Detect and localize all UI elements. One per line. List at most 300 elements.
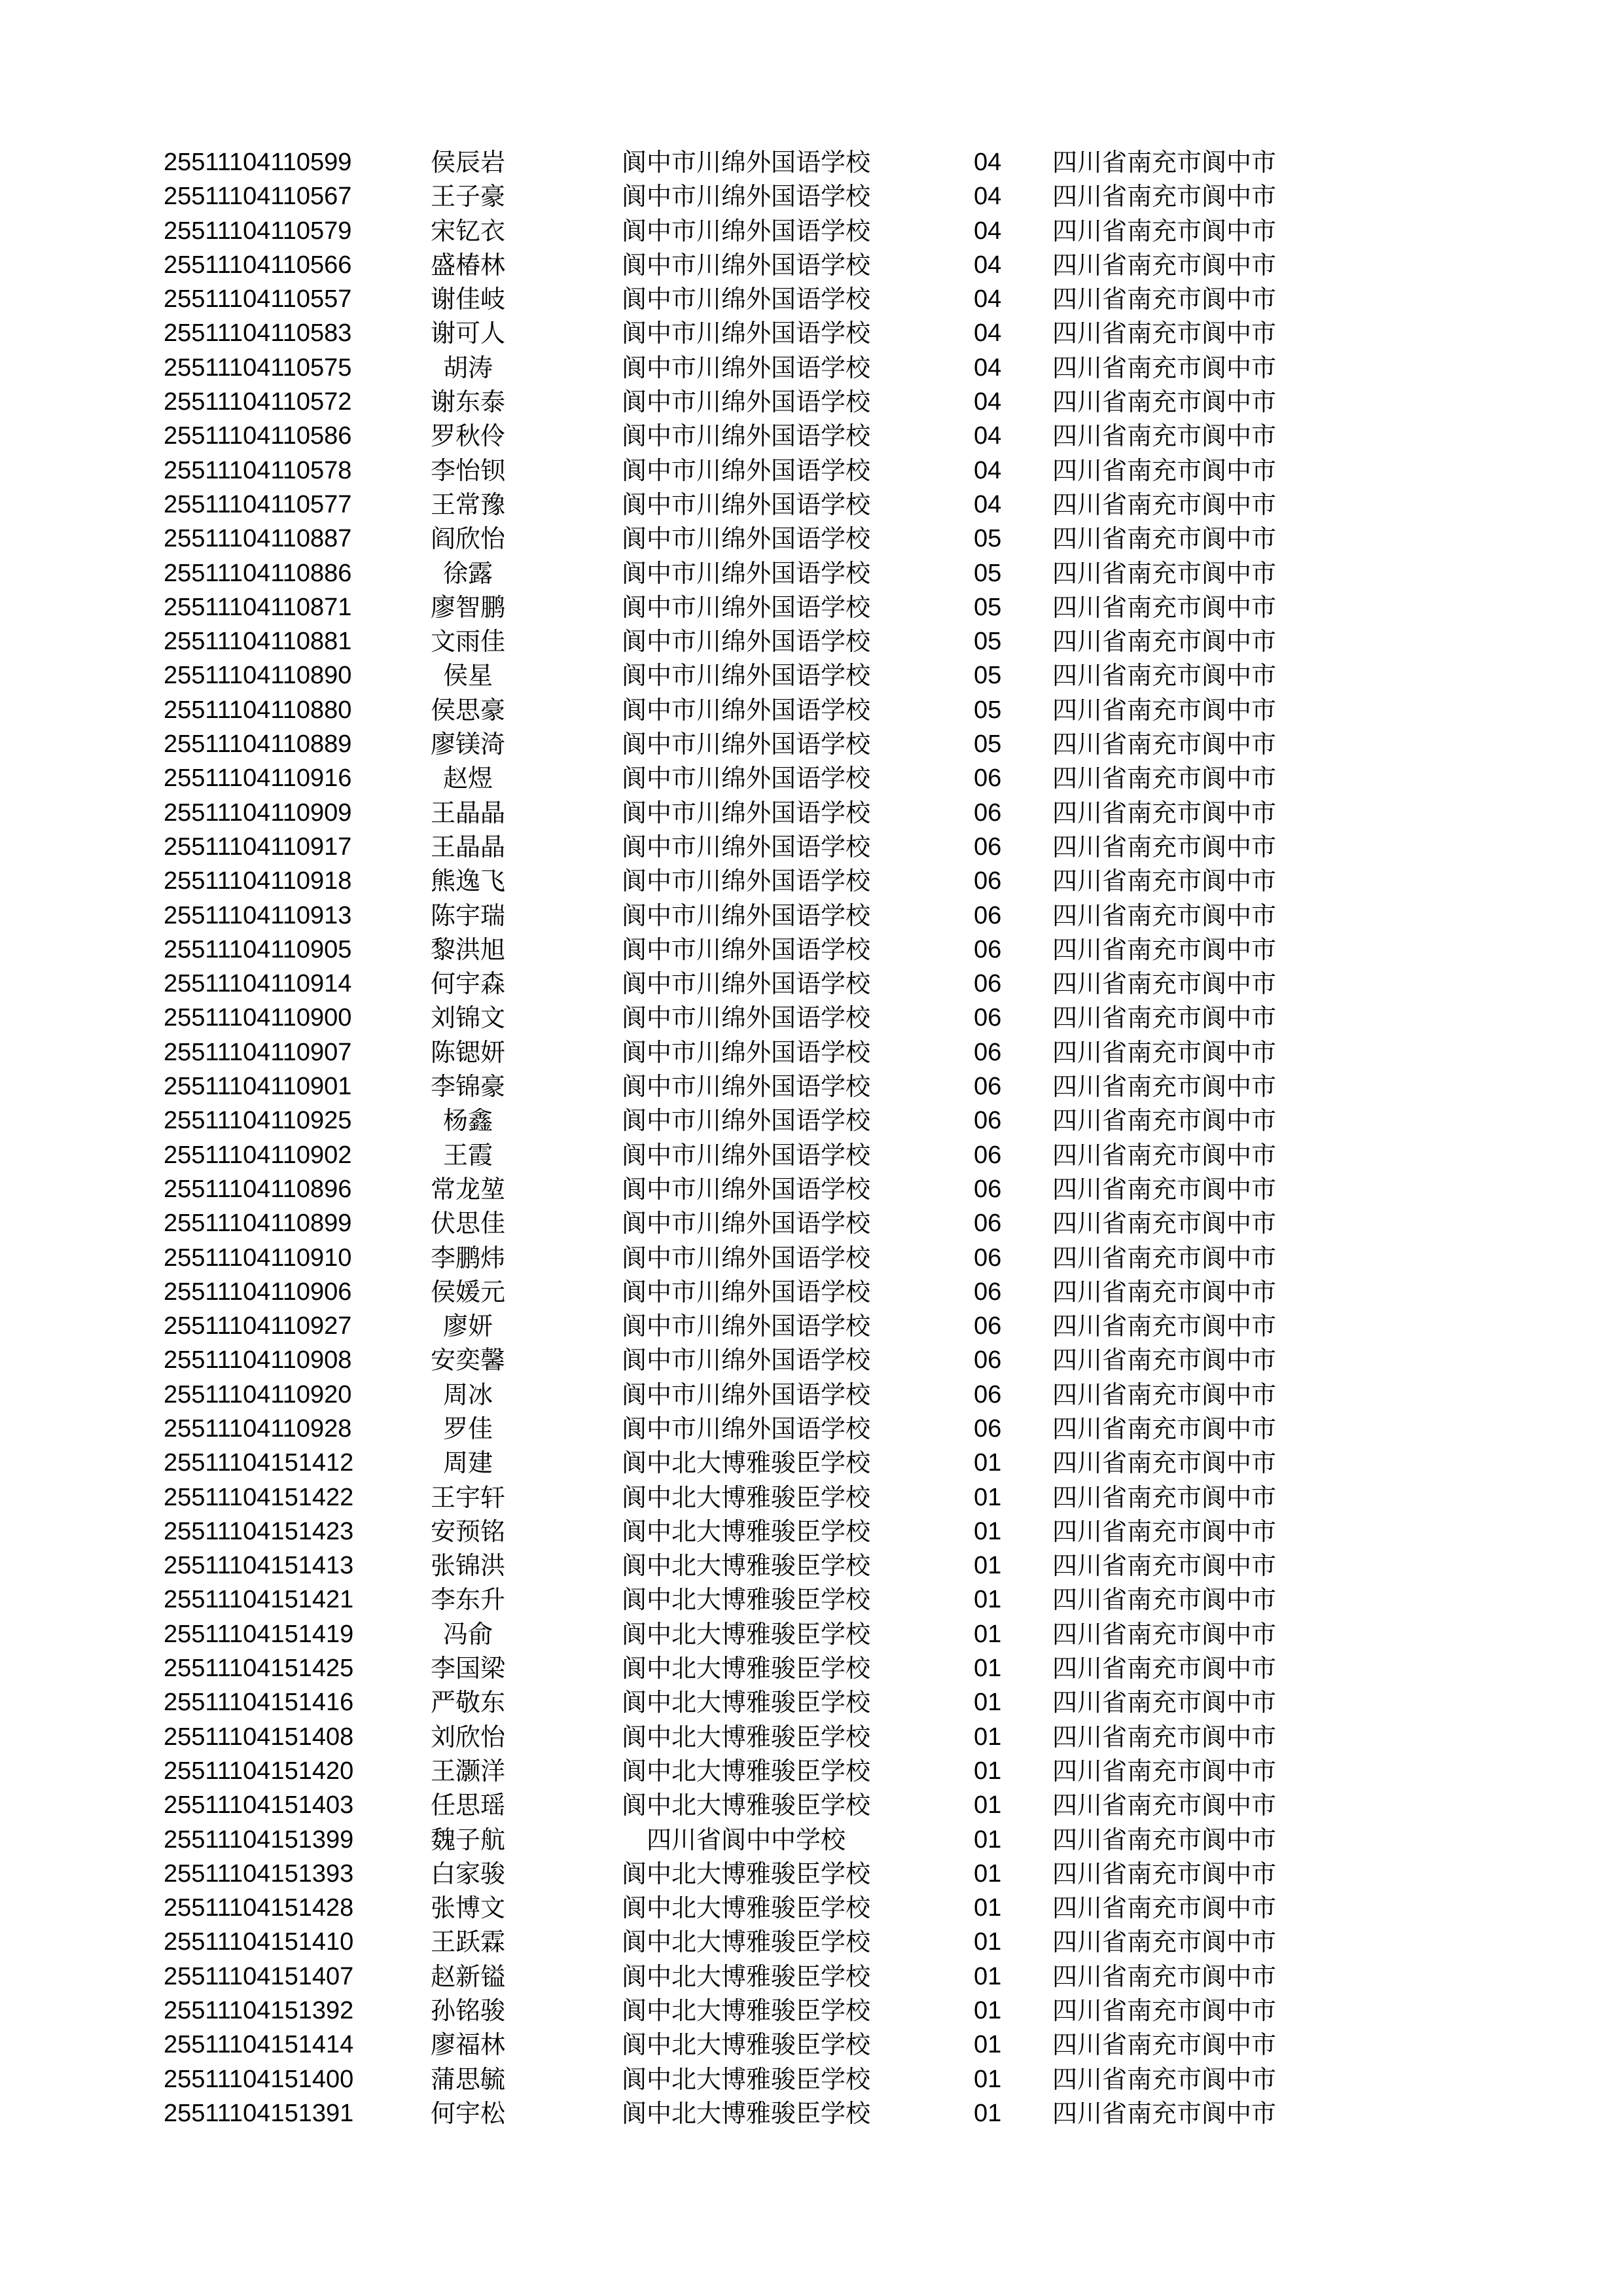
class-code: 01 xyxy=(974,1791,1002,1820)
school-name: 阆中市川绵外国语学校 xyxy=(621,285,870,314)
student-name: 廖福林 xyxy=(430,2030,505,2060)
region: 四川省南充市阆中市 xyxy=(1052,901,1277,930)
class-code: 05 xyxy=(974,525,1002,553)
table-row xyxy=(0,1549,1623,1583)
student-id: 25511104151408 xyxy=(164,1723,354,1751)
school-name: 阆中市川绵外国语学校 xyxy=(621,935,870,964)
class-code: 01 xyxy=(974,1894,1002,1922)
table-row xyxy=(0,796,1623,830)
table-row xyxy=(0,1172,1623,1206)
student-id: 25511104110908 xyxy=(164,1346,352,1374)
school-name: 阆中市川绵外国语学校 xyxy=(621,1380,870,1409)
student-id: 25511104110909 xyxy=(164,798,352,827)
table-row xyxy=(0,1685,1623,1719)
student-name: 刘锦文 xyxy=(430,1003,505,1033)
region: 四川省南充市阆中市 xyxy=(1052,592,1277,622)
student-name: 张博文 xyxy=(430,1893,505,1923)
class-code: 01 xyxy=(974,2065,1002,2093)
school-name: 阆中北大博雅骏臣学校 xyxy=(621,1928,870,1957)
region: 四川省南充市阆中市 xyxy=(1052,422,1277,451)
table-row xyxy=(0,419,1623,453)
region: 四川省南充市阆中市 xyxy=(1052,1928,1277,1957)
class-code: 01 xyxy=(974,1552,1002,1580)
student-name: 孙铭骏 xyxy=(430,1996,505,2026)
table-row xyxy=(0,488,1623,522)
region: 四川省南充市阆中市 xyxy=(1052,250,1277,279)
school-name: 阆中北大博雅骏臣学校 xyxy=(621,1722,870,1751)
student-name: 王灏洋 xyxy=(430,1756,505,1785)
student-name: 赵煜 xyxy=(442,764,493,793)
class-code: 01 xyxy=(974,1689,1002,1717)
table-row xyxy=(0,1412,1623,1446)
region: 四川省南充市阆中市 xyxy=(1052,832,1277,861)
region: 四川省南充市阆中市 xyxy=(1052,695,1277,725)
table-row xyxy=(0,2028,1623,2062)
class-code: 06 xyxy=(974,970,1002,998)
student-name: 杨鑫 xyxy=(442,1106,493,1136)
student-id: 25511104110914 xyxy=(164,970,352,998)
class-code: 04 xyxy=(974,490,1002,518)
table-row xyxy=(0,1720,1623,1754)
table-row xyxy=(0,967,1623,1001)
region: 四川省南充市阆中市 xyxy=(1052,1688,1277,1717)
table-row xyxy=(0,864,1623,898)
class-code: 04 xyxy=(974,285,1002,314)
student-id: 25511104110899 xyxy=(164,1210,352,1238)
region: 四川省南充市阆中市 xyxy=(1052,1106,1277,1136)
region: 四川省南充市阆中市 xyxy=(1052,1209,1277,1238)
region: 四川省南充市阆中市 xyxy=(1052,1003,1277,1033)
region: 四川省南充市阆中市 xyxy=(1052,319,1277,348)
class-code: 01 xyxy=(974,1517,1002,1545)
student-name: 谢东泰 xyxy=(430,387,505,417)
school-name: 阆中北大博雅骏臣学校 xyxy=(621,1482,870,1512)
table-row xyxy=(0,1823,1623,1857)
student-id: 25511104110578 xyxy=(164,456,352,484)
class-code: 04 xyxy=(974,388,1002,416)
region: 四川省南充市阆中市 xyxy=(1052,2098,1277,2128)
school-name: 阆中市川绵外国语学校 xyxy=(621,730,870,759)
student-name: 陈宇瑞 xyxy=(430,901,505,930)
table-row xyxy=(0,522,1623,556)
student-name: 任思瑶 xyxy=(430,1791,505,1820)
school-name: 阆中市川绵外国语学校 xyxy=(621,1414,870,1443)
school-name: 阆中市川绵外国语学校 xyxy=(621,1277,870,1306)
student-id: 25511104110896 xyxy=(164,1175,352,1203)
table-row xyxy=(0,1925,1623,1959)
region: 四川省南充市阆中市 xyxy=(1052,1654,1277,1683)
region: 四川省南充市阆中市 xyxy=(1052,935,1277,964)
class-code: 01 xyxy=(974,1859,1002,1888)
region: 四川省南充市阆中市 xyxy=(1052,1962,1277,1991)
student-name: 王宇轩 xyxy=(430,1482,505,1512)
class-code: 05 xyxy=(974,662,1002,690)
school-name: 阆中市川绵外国语学校 xyxy=(621,216,870,245)
table-row xyxy=(0,1343,1623,1377)
class-code: 05 xyxy=(974,696,1002,724)
school-name: 阆中市川绵外国语学校 xyxy=(621,1037,870,1067)
table-row xyxy=(0,1206,1623,1240)
student-id: 25511104151407 xyxy=(164,1962,354,1990)
student-id: 25511104110575 xyxy=(164,353,352,382)
student-id: 25511104110583 xyxy=(164,319,352,348)
table-row xyxy=(0,1515,1623,1549)
school-name: 阆中市川绵外国语学校 xyxy=(621,627,870,656)
student-name: 周建 xyxy=(442,1448,493,1478)
region: 四川省南充市阆中市 xyxy=(1052,969,1277,999)
region: 四川省南充市阆中市 xyxy=(1052,1585,1277,1615)
student-name: 张锦洪 xyxy=(430,1551,505,1581)
student-name: 陈锶妍 xyxy=(430,1037,505,1067)
class-code: 06 xyxy=(974,1244,1002,1272)
region: 四川省南充市阆中市 xyxy=(1052,1791,1277,1820)
student-name: 罗秋伶 xyxy=(430,422,505,451)
school-name: 阆中北大博雅骏臣学校 xyxy=(621,1791,870,1820)
table-row xyxy=(0,214,1623,248)
school-name: 阆中北大博雅骏臣学校 xyxy=(621,1619,870,1649)
class-code: 06 xyxy=(974,764,1002,793)
table-row xyxy=(0,179,1623,213)
region: 四川省南充市阆中市 xyxy=(1052,1414,1277,1443)
school-name: 阆中北大博雅骏臣学校 xyxy=(621,1448,870,1478)
table-row xyxy=(0,1378,1623,1412)
school-name: 阆中市川绵外国语学校 xyxy=(621,353,870,382)
region: 四川省南充市阆中市 xyxy=(1052,1346,1277,1375)
table-row xyxy=(0,1857,1623,1891)
class-code: 04 xyxy=(974,353,1002,382)
student-id: 25511104110927 xyxy=(164,1312,352,1340)
table-row xyxy=(0,385,1623,419)
student-id: 25511104151428 xyxy=(164,1894,354,1922)
class-code: 01 xyxy=(974,1825,1002,1854)
student-id: 25511104110887 xyxy=(164,525,352,553)
student-id: 25511104151412 xyxy=(164,1449,354,1477)
school-name: 阆中市川绵外国语学校 xyxy=(621,798,870,827)
student-id: 25511104110900 xyxy=(164,1004,352,1032)
class-code: 04 xyxy=(974,251,1002,279)
student-name: 阎欣怡 xyxy=(430,524,505,554)
class-code: 01 xyxy=(974,2031,1002,2059)
student-name: 何宇松 xyxy=(430,2098,505,2128)
region: 四川省南充市阆中市 xyxy=(1052,1619,1277,1649)
student-id: 25511104110907 xyxy=(164,1038,352,1066)
table-row xyxy=(0,830,1623,864)
region: 四川省南充市阆中市 xyxy=(1052,182,1277,211)
school-name: 阆中市川绵外国语学校 xyxy=(621,456,870,485)
school-name: 阆中市川绵外国语学校 xyxy=(621,1243,870,1272)
student-id: 25511104151399 xyxy=(164,1825,354,1854)
student-list xyxy=(0,145,1623,2130)
student-name: 廖妍 xyxy=(442,1312,493,1341)
student-name: 严敬东 xyxy=(430,1688,505,1717)
student-name: 侯思豪 xyxy=(430,695,505,725)
student-name: 伏思佳 xyxy=(430,1209,505,1238)
student-name: 侯星 xyxy=(442,661,493,691)
class-code: 05 xyxy=(974,593,1002,621)
school-name: 阆中市川绵外国语学校 xyxy=(621,1140,870,1170)
student-name: 蒲思毓 xyxy=(430,2064,505,2094)
table-row xyxy=(0,1275,1623,1309)
student-id: 25511104110906 xyxy=(164,1278,352,1306)
table-row xyxy=(0,1891,1623,1925)
school-name: 阆中市川绵外国语学校 xyxy=(621,1174,870,1204)
class-code: 05 xyxy=(974,628,1002,656)
class-code: 06 xyxy=(974,867,1002,895)
school-name: 阆中市川绵外国语学校 xyxy=(621,148,870,177)
school-name: 阆中市川绵外国语学校 xyxy=(621,182,870,211)
student-name: 王晶晶 xyxy=(430,832,505,861)
student-name: 周冰 xyxy=(442,1380,493,1409)
class-code: 05 xyxy=(974,730,1002,759)
region: 四川省南充市阆中市 xyxy=(1052,1516,1277,1546)
student-id: 25511104110917 xyxy=(164,833,352,861)
student-name: 谢佳岐 xyxy=(430,285,505,314)
student-id: 25511104110902 xyxy=(164,1141,352,1169)
school-name: 阆中市川绵外国语学校 xyxy=(621,1209,870,1238)
class-code: 04 xyxy=(974,319,1002,348)
region: 四川省南充市阆中市 xyxy=(1052,1756,1277,1785)
student-id: 25511104151392 xyxy=(164,1997,354,2025)
student-id: 25511104110886 xyxy=(164,559,352,587)
school-name: 阆中北大博雅骏臣学校 xyxy=(621,1996,870,2026)
student-id: 25511104110871 xyxy=(164,593,352,621)
table-row xyxy=(0,2062,1623,2096)
student-id: 25511104110586 xyxy=(164,422,352,450)
region: 四川省南充市阆中市 xyxy=(1052,1243,1277,1272)
region: 四川省南充市阆中市 xyxy=(1052,148,1277,177)
table-row xyxy=(0,1617,1623,1651)
table-row xyxy=(0,1138,1623,1172)
school-name: 阆中市川绵外国语学校 xyxy=(621,1003,870,1033)
school-name: 阆中市川绵外国语学校 xyxy=(621,832,870,861)
student-id: 25511104151423 xyxy=(164,1517,354,1545)
region: 四川省南充市阆中市 xyxy=(1052,1380,1277,1409)
region: 四川省南充市阆中市 xyxy=(1052,867,1277,896)
school-name: 阆中市川绵外国语学校 xyxy=(621,1312,870,1341)
student-name: 盛椿林 xyxy=(430,250,505,279)
class-code: 01 xyxy=(974,1757,1002,1785)
student-name: 宋钇衣 xyxy=(430,216,505,245)
region: 四川省南充市阆中市 xyxy=(1052,558,1277,588)
table-row xyxy=(0,1309,1623,1343)
student-name: 王常豫 xyxy=(430,490,505,519)
school-name: 阆中市川绵外国语学校 xyxy=(621,695,870,725)
table-row xyxy=(0,693,1623,727)
student-id: 25511104151393 xyxy=(164,1859,354,1888)
table-row xyxy=(0,1446,1623,1480)
student-id: 25511104110916 xyxy=(164,764,352,793)
class-code: 06 xyxy=(974,1312,1002,1340)
table-row xyxy=(0,1754,1623,1788)
school-name: 阆中北大博雅骏臣学校 xyxy=(621,2030,870,2060)
school-name: 阆中北大博雅骏臣学校 xyxy=(621,1859,870,1888)
class-code: 01 xyxy=(974,1655,1002,1683)
class-code: 06 xyxy=(974,1278,1002,1306)
table-row xyxy=(0,1069,1623,1103)
student-name: 常龙堃 xyxy=(430,1174,505,1204)
student-name: 李国梁 xyxy=(430,1654,505,1683)
class-code: 04 xyxy=(974,456,1002,484)
school-name: 阆中北大博雅骏臣学校 xyxy=(621,1756,870,1785)
region: 四川省南充市阆中市 xyxy=(1052,353,1277,382)
student-name: 白家骏 xyxy=(430,1859,505,1888)
class-code: 04 xyxy=(974,422,1002,450)
region: 四川省南充市阆中市 xyxy=(1052,1140,1277,1170)
school-name: 阆中北大博雅骏臣学校 xyxy=(621,1688,870,1717)
table-row xyxy=(0,145,1623,179)
school-name: 阆中北大博雅骏臣学校 xyxy=(621,1551,870,1581)
region: 四川省南充市阆中市 xyxy=(1052,1825,1277,1854)
student-id: 25511104151421 xyxy=(164,1586,354,1614)
table-row xyxy=(0,1035,1623,1069)
class-code: 01 xyxy=(974,1997,1002,2025)
table-row xyxy=(0,1788,1623,1822)
student-id: 25511104151420 xyxy=(164,1757,354,1785)
class-code: 04 xyxy=(974,149,1002,176)
region: 四川省南充市阆中市 xyxy=(1052,627,1277,656)
school-name: 阆中北大博雅骏臣学校 xyxy=(621,1654,870,1683)
student-name: 王晶晶 xyxy=(430,798,505,827)
school-name: 阆中北大博雅骏臣学校 xyxy=(621,1516,870,1546)
student-id: 25511104110889 xyxy=(164,730,352,759)
student-name: 安奕馨 xyxy=(430,1346,505,1375)
student-id: 25511104151410 xyxy=(164,1928,354,1956)
class-code: 01 xyxy=(974,2099,1002,2127)
class-code: 06 xyxy=(974,1107,1002,1135)
student-name: 王霞 xyxy=(442,1140,493,1170)
table-row xyxy=(0,1241,1623,1275)
region: 四川省南充市阆中市 xyxy=(1052,2030,1277,2060)
student-name: 侯辰岩 xyxy=(430,148,505,177)
region: 四川省南充市阆中市 xyxy=(1052,1482,1277,1512)
school-name: 阆中北大博雅骏臣学校 xyxy=(621,2098,870,2128)
student-name: 廖智鹏 xyxy=(430,592,505,622)
table-row xyxy=(0,1994,1623,2028)
class-code: 04 xyxy=(974,183,1002,211)
region: 四川省南充市阆中市 xyxy=(1052,216,1277,245)
region: 四川省南充市阆中市 xyxy=(1052,730,1277,759)
region: 四川省南充市阆中市 xyxy=(1052,764,1277,793)
student-name: 侯媛元 xyxy=(430,1277,505,1306)
student-id: 25511104151425 xyxy=(164,1655,354,1683)
class-code: 01 xyxy=(974,1449,1002,1477)
table-row xyxy=(0,1960,1623,1994)
region: 四川省南充市阆中市 xyxy=(1052,387,1277,417)
student-name: 王子豪 xyxy=(430,182,505,211)
region: 四川省南充市阆中市 xyxy=(1052,1859,1277,1888)
student-id: 25511104151403 xyxy=(164,1791,354,1820)
student-name: 安预铭 xyxy=(430,1516,505,1546)
class-code: 06 xyxy=(974,1380,1002,1408)
student-id: 25511104110890 xyxy=(164,662,352,690)
table-row xyxy=(0,590,1623,624)
student-name: 李东升 xyxy=(430,1585,505,1615)
student-id: 25511104110905 xyxy=(164,935,352,963)
region: 四川省南充市阆中市 xyxy=(1052,1722,1277,1751)
table-row xyxy=(0,1001,1623,1035)
region: 四川省南充市阆中市 xyxy=(1052,285,1277,314)
student-id: 25511104110566 xyxy=(164,251,352,279)
table-row xyxy=(0,624,1623,658)
class-code: 01 xyxy=(974,1483,1002,1511)
student-name: 黎洪旭 xyxy=(430,935,505,964)
student-name: 李鹏炜 xyxy=(430,1243,505,1272)
school-name: 阆中市川绵外国语学校 xyxy=(621,524,870,554)
region: 四川省南充市阆中市 xyxy=(1052,524,1277,554)
class-code: 06 xyxy=(974,1346,1002,1374)
student-id: 25511104110910 xyxy=(164,1244,352,1272)
region: 四川省南充市阆中市 xyxy=(1052,1551,1277,1581)
class-code: 01 xyxy=(974,1620,1002,1648)
student-id: 25511104151419 xyxy=(164,1620,354,1648)
class-code: 01 xyxy=(974,1723,1002,1751)
student-id: 25511104110572 xyxy=(164,388,352,416)
class-code: 06 xyxy=(974,798,1002,827)
class-code: 04 xyxy=(974,217,1002,245)
table-row xyxy=(0,761,1623,795)
student-id: 25511104110599 xyxy=(164,149,352,176)
school-name: 阆中市川绵外国语学校 xyxy=(621,592,870,622)
student-name: 谢可人 xyxy=(430,319,505,348)
school-name: 阆中市川绵外国语学校 xyxy=(621,250,870,279)
class-code: 05 xyxy=(974,559,1002,587)
region: 四川省南充市阆中市 xyxy=(1052,2064,1277,2094)
student-id: 25511104110881 xyxy=(164,628,352,656)
table-row xyxy=(0,351,1623,385)
school-name: 阆中市川绵外国语学校 xyxy=(621,558,870,588)
class-code: 06 xyxy=(974,1210,1002,1238)
school-name: 阆中北大博雅骏臣学校 xyxy=(621,2064,870,2094)
region: 四川省南充市阆中市 xyxy=(1052,1996,1277,2026)
school-name: 阆中市川绵外国语学校 xyxy=(621,490,870,519)
student-id: 25511104110557 xyxy=(164,285,352,314)
school-name: 阆中市川绵外国语学校 xyxy=(621,1072,870,1102)
school-name: 四川省阆中中学校 xyxy=(646,1825,846,1854)
table-row xyxy=(0,454,1623,488)
table-row xyxy=(0,899,1623,933)
class-code: 06 xyxy=(974,833,1002,861)
region: 四川省南充市阆中市 xyxy=(1052,456,1277,485)
school-name: 阆中市川绵外国语学校 xyxy=(621,969,870,999)
class-code: 06 xyxy=(974,1141,1002,1169)
table-row xyxy=(0,2096,1623,2130)
student-name: 熊逸飞 xyxy=(430,867,505,896)
table-row xyxy=(0,316,1623,350)
student-id: 25511104151391 xyxy=(164,2099,354,2127)
table-row xyxy=(0,1583,1623,1617)
region: 四川省南充市阆中市 xyxy=(1052,1072,1277,1102)
student-id: 25511104110913 xyxy=(164,901,352,929)
class-code: 06 xyxy=(974,1414,1002,1443)
school-name: 阆中市川绵外国语学校 xyxy=(621,901,870,930)
student-name: 魏子航 xyxy=(430,1825,505,1854)
student-name: 赵新镒 xyxy=(430,1962,505,1991)
region: 四川省南充市阆中市 xyxy=(1052,1448,1277,1478)
school-name: 阆中市川绵外国语学校 xyxy=(621,764,870,793)
table-row xyxy=(0,556,1623,590)
region: 四川省南充市阆中市 xyxy=(1052,1037,1277,1067)
class-code: 01 xyxy=(974,1928,1002,1956)
region: 四川省南充市阆中市 xyxy=(1052,490,1277,519)
student-name: 李怡钡 xyxy=(430,456,505,485)
class-code: 06 xyxy=(974,1073,1002,1101)
class-code: 06 xyxy=(974,1175,1002,1203)
table-row xyxy=(0,727,1623,761)
school-name: 阆中市川绵外国语学校 xyxy=(621,387,870,417)
table-row xyxy=(0,248,1623,282)
student-name: 罗佳 xyxy=(442,1414,493,1443)
school-name: 阆中北大博雅骏臣学校 xyxy=(621,1893,870,1923)
